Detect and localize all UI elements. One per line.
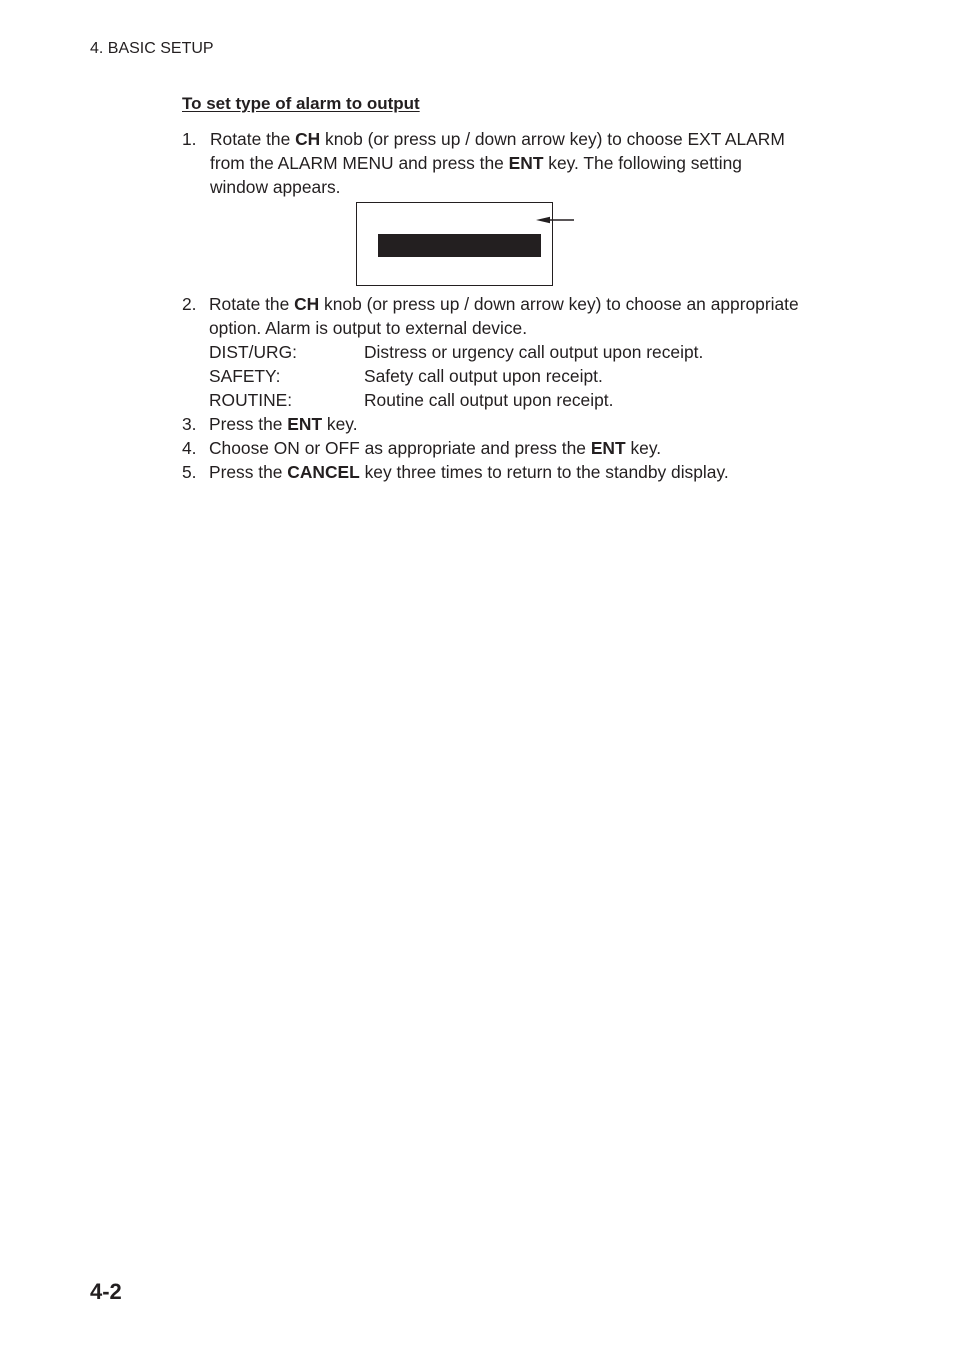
step-2-text-a: Rotate the [209, 294, 295, 314]
option-term: ROUTINE: [209, 390, 293, 410]
step-3-number: 3. [182, 414, 197, 434]
step-5-text-c: key three times to return to the standby display. [359, 462, 729, 482]
option-term: SAFETY: [209, 366, 281, 386]
step-1-line-3: window appears. [210, 177, 341, 197]
step-1-text-d: from the ALARM MENU and press the [210, 153, 509, 173]
step-3-line [209, 414, 358, 434]
ch-key-label: CH [295, 129, 321, 149]
step-4-text-a: Choose ON or OFF as appropriate and press the [209, 438, 591, 458]
step-4-line [209, 438, 661, 458]
option-description: Safety call output upon receipt. [364, 366, 603, 386]
step-2-line-2: option. Alarm is output to external device. [209, 318, 528, 338]
ent-key-label: ENT [508, 153, 544, 173]
ch-key-label: CH [294, 294, 320, 314]
step-4-number: 4. [182, 438, 197, 458]
option-description: Routine call output upon receipt. [364, 390, 614, 410]
step-1-text-a: Rotate the [210, 129, 296, 149]
step-1-text-c: knob (or press up / down arrow key) to choose EXT ALARM [320, 129, 785, 149]
step-5-line [209, 462, 729, 482]
selected-option-highlight [378, 234, 541, 257]
step-3-text-a: Press the [209, 414, 288, 434]
callout-arrow-icon [534, 212, 578, 228]
option-description: Distress or urgency call output upon receipt. [364, 342, 704, 362]
cancel-key-label: CANCEL [287, 462, 360, 482]
running-header: 4. BASIC SETUP [90, 40, 214, 57]
step-1-text-e: key. The following setting [543, 153, 742, 173]
ent-key-label: ENT [590, 438, 626, 458]
step-3-text-c: key. [322, 414, 358, 434]
page-number: 4-2 [90, 1279, 122, 1304]
step-1-line-2 [210, 153, 742, 173]
step-2-text-c: knob (or press up / down arrow key) to choose an appropriate [319, 294, 799, 314]
step-5-text-a: Press the [209, 462, 288, 482]
step-1-number: 1. [182, 129, 197, 149]
setting-window-illustration [356, 202, 553, 286]
section-heading: To set type of alarm to output [182, 94, 420, 113]
step-2-number: 2. [182, 294, 197, 314]
step-2-line-1 [209, 294, 799, 314]
ent-key-label: ENT [287, 414, 323, 434]
step-5-number: 5. [182, 462, 197, 482]
step-1-line-1 [210, 129, 785, 149]
step-4-text-c: key. [625, 438, 662, 458]
option-term: DIST/URG: [209, 342, 297, 362]
